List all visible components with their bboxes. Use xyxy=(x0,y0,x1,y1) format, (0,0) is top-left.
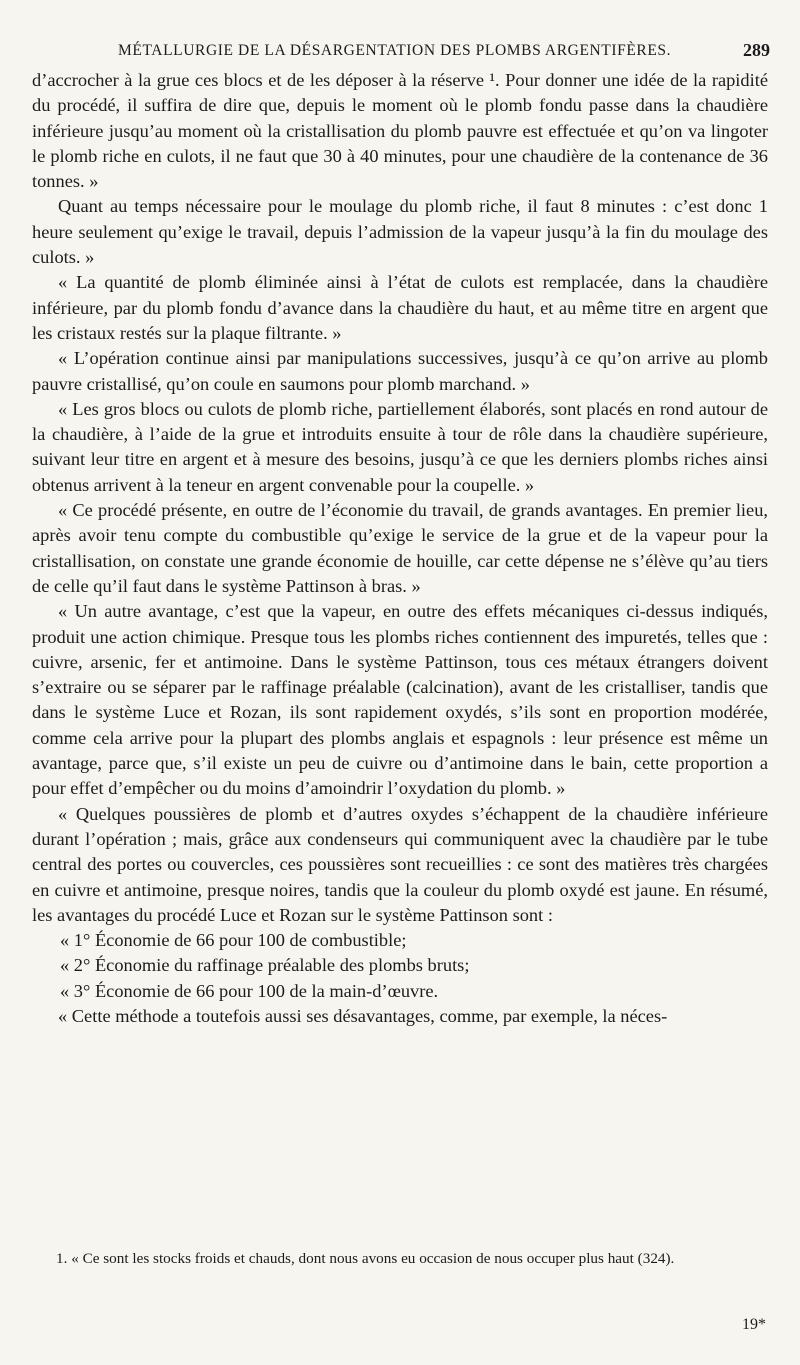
body-text xyxy=(32,68,768,1029)
paragraph: « La quantité de plomb éliminée ainsi à l’état de culots est remplacée, dans la chaudière inférieure, par du plomb fondu d’avance dans la chaudière du haut, et au même titre en argent que les cristaux restés sur la plaque filtrante. » xyxy=(32,272,768,343)
page-number: 289 xyxy=(743,40,770,60)
paragraph: « L’opération continue ainsi par manipulations successives, jusqu’à ce qu’on arrive au plomb pauvre cristallisé, qu’on coule en saumons pour plomb marchand. » xyxy=(32,348,768,394)
paragraph: « Ce procédé présente, en outre de l’économie du travail, de grands avantages. En premier lieu, après avoir tenu compte du combustible qu’exige le service de la grue et de la vapeur pour la cristallisation, on constate une grande économie de houille, car cette dépense ne s’élève qu’au tiers de celle qu’il faut dans le système Pattinson à bras. » xyxy=(32,500,768,596)
list-item: « 1° Économie de 66 pour 100 de combustible; xyxy=(60,930,407,951)
paragraph: « Quelques poussières de plomb et d’autres oxydes s’échappent de la chaudière inférieure durant l’opération ; mais, grâce aux condenseurs qui communiquent avec la chaudière par le tube central des portes ou couvercles, ces poussières sont recueillies : ce sont des matières très chargées en cuivre et antimoine, presque noires, tandis que la couleur du plomb oxydé est jaune. En résumé, les avantages du procédé Luce et Rozan sur le système Pattinson sont : xyxy=(32,803,768,925)
page-header xyxy=(32,38,770,68)
paragraph: « Un autre avantage, c’est que la vapeur, en outre des effets mécaniques ci-dessus indiqués, produit une action chimique. Presque tous les plombs riches contiennent des impuretés, telles que : cuivre, arsenic, fer et antimoine. Dans le système Pattinson, tous ces métaux étrangers doivent s’extraire ou se séparer par le raffinage préalable (calcination), avant de les cristalliser, tandis que dans le système Luce et Rozan, ils sont rapidement oxydés, s’ils sont en proportion modérée, comme cela arrive pour la plupart des plombs anglais et espagnols : leur présence est même un avantage, parce que, s’il existe un peu de cuivre ou d’antimoine dans le bain, cette proportion a pour effet d’empêcher ou du moins d’amoindrir l’oxydation du plomb. » xyxy=(32,601,768,799)
paragraph: d’accrocher à la grue ces blocs et de les déposer à la réserve ¹. Pour donner une idée de la rapidité du procédé, il suffira de dire que, depuis le moment où le plomb fondu passe dans la chaudière inférieure jusqu’au moment où la cristallisation du plomb pauvre est effectuée et qu’on va lingoter le plomb riche en culots, il ne faut que 30 à 40 minutes, pour une chaudière de la contenance de 36 tonnes. » xyxy=(32,70,768,192)
signature-mark: 19* xyxy=(742,1316,766,1333)
paragraph: « Cette méthode a toutefois aussi ses désavantages, comme, par exemple, la néces- xyxy=(58,1005,668,1026)
list-item: « 2° Économie du raffinage préalable des plombs bruts; xyxy=(60,955,470,976)
paragraph: « Les gros blocs ou culots de plomb riche, partiellement élaborés, sont placés en rond autour de la chaudière, à l’aide de la grue et introduits ensuite à tour de rôle dans la chaudière supérieure, suivant leur titre en argent et à mesure des besoins, jusqu’à ce que les derniers plombs riches ainsi obtenus arrivent à la teneur en argent convenable pour la coupelle. » xyxy=(32,398,768,495)
paragraph: Quant au temps nécessaire pour le moulage du plomb riche, il faut 8 minutes : c’est donc 1 heure seulement qu’exige le travail, depuis l’admission de la vapeur jusqu’à la fin du moulage des culots. » xyxy=(32,196,768,268)
footnotes xyxy=(32,1248,768,1269)
running-head: MÉTALLURGIE DE LA DÉSARGENTATION DES PLOMBS ARGENTIFÈRES. xyxy=(118,42,672,59)
list-item: « 3° Économie de 66 pour 100 de la main-d’œuvre. xyxy=(60,980,439,1001)
footnote: 1. « Ce sont les stocks froids et chauds, dont nous avons eu occasion de nous occuper plus haut (324). xyxy=(56,1250,675,1267)
